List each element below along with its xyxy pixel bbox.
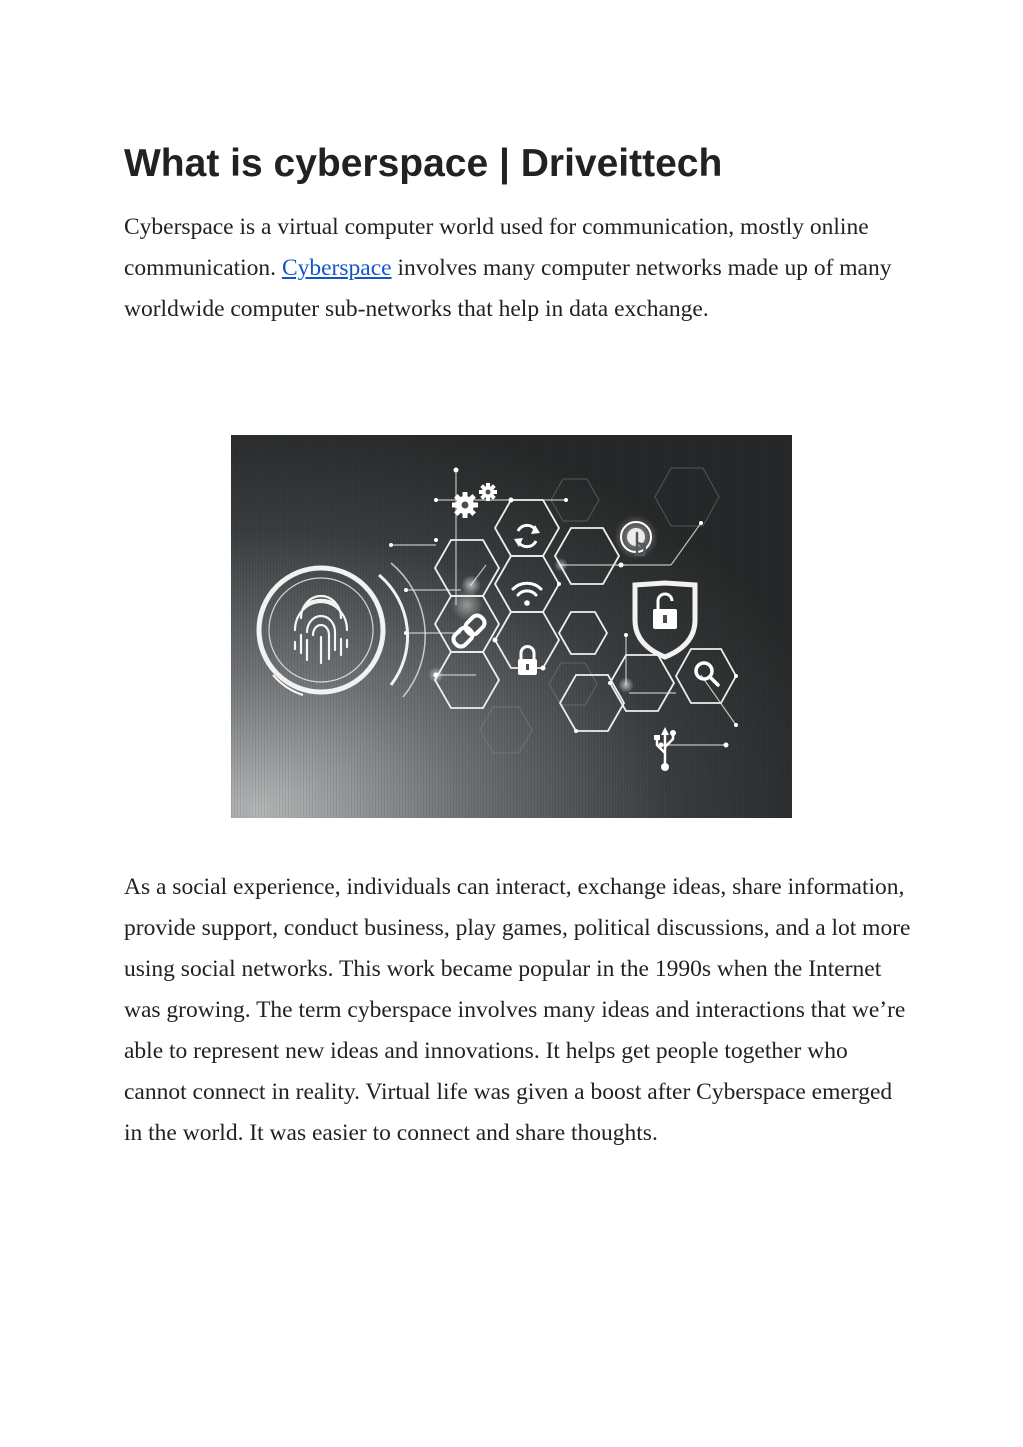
intro-text-end: involves many computer networks made up of many worldwide computer sub-networks that help in data exchange.	[124, 255, 892, 322]
body-paragraph: As a social experience, individuals can interact, exchange ideas, share information, provide support, conduct business, play games, political discussions, and a lot more using social networks. This work became popular in the 1990s when the Internet was growing. The term cyberspace involves many ideas and interactions that we’re able to represent new ideas and innovations. It helps get people together who cannot connect in reality. Virtual life was given a boost after Cyberspace emerged in the world. It was easier to connect and share thoughts.	[124, 874, 911, 1146]
touch-icon	[614, 515, 658, 559]
intro-paragraph	[124, 207, 914, 330]
page-title: What is cyberspace | Driveittech	[124, 142, 723, 185]
cyberspace-illustration	[231, 435, 792, 818]
intro-text-start: Cyberspace is a virtual computer world used for communication, mostly online communication.	[124, 214, 869, 281]
cyberspace-link[interactable]: Cyberspace	[281, 255, 392, 281]
